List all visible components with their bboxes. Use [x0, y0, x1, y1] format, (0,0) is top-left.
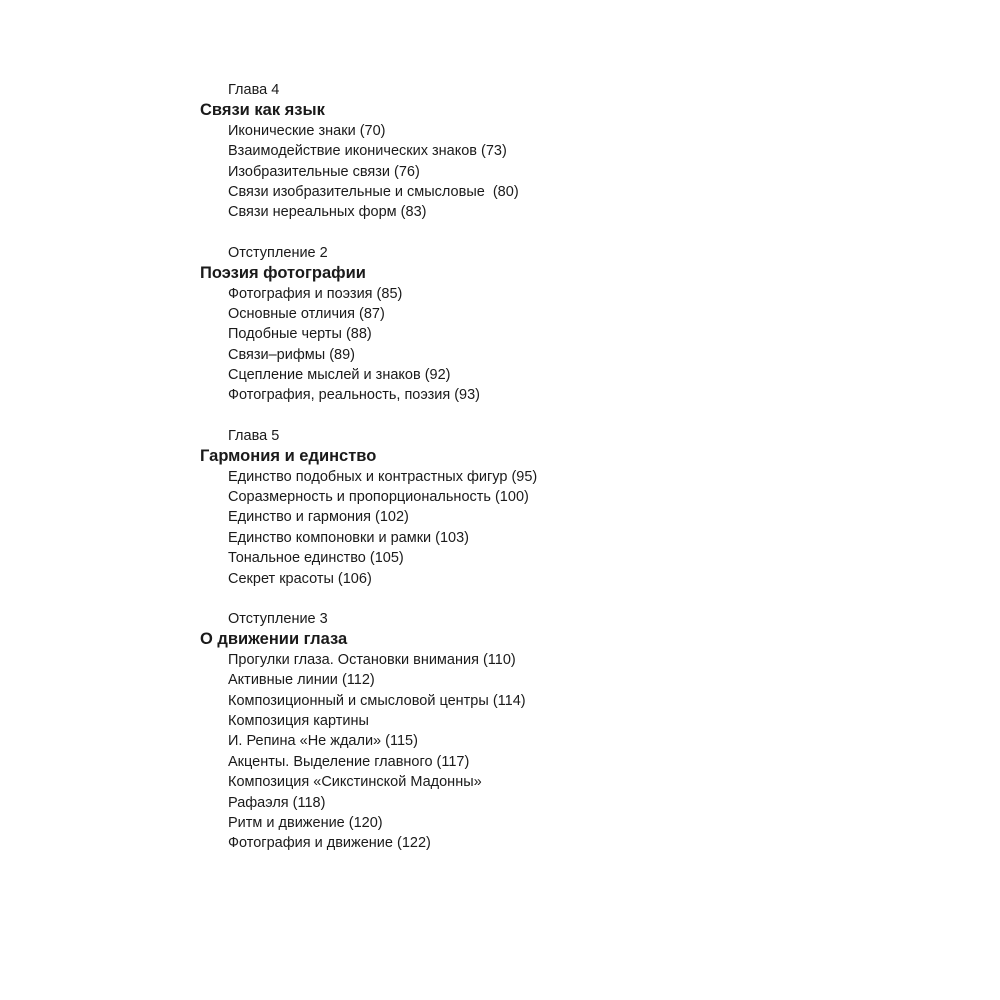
toc-entry: Тональное единство (105) — [228, 550, 404, 567]
toc-entry: Взаимодействие иконических знаков (73) — [228, 143, 507, 160]
toc-entry: Рафаэля (118) — [228, 794, 326, 811]
toc-entry: Единство и гармония (102) — [228, 509, 409, 526]
toc-entry: Композиционный и смысловой центры (114) — [228, 692, 526, 709]
entry-list — [200, 121, 820, 223]
section-title: Связи как язык — [200, 101, 325, 120]
toc-section — [200, 243, 820, 406]
toc-entry: Подобные черты (88) — [228, 326, 372, 343]
toc-entry: Фотография и движение (122) — [228, 835, 431, 852]
toc-entry: Композиция картины — [228, 712, 369, 729]
section-label: Глава 5 — [228, 427, 280, 444]
section-title: О движении глаза — [200, 630, 348, 649]
toc-entry: Акценты. Выделение главного (117) — [228, 753, 470, 770]
section-title: Поэзия фотографии — [200, 264, 366, 283]
toc-entry: Фотография, реальность, поэзия (93) — [228, 387, 481, 404]
toc-entry: Прогулки глаза. Остановки внимания (110) — [228, 651, 516, 668]
toc-entry: Ритм и движение (120) — [228, 814, 383, 831]
toc-entry: Основные отличия (87) — [228, 305, 385, 322]
toc-entry: И. Репина «Не ждали» (115) — [228, 733, 418, 750]
toc-entry: Изобразительные связи (76) — [228, 163, 420, 180]
toc-entry: Иконические знаки (70) — [228, 122, 386, 139]
section-label: Отступление 3 — [228, 610, 328, 627]
toc-entry: Сцепление мыслей и знаков (92) — [228, 367, 451, 384]
entry-list — [200, 467, 820, 589]
table-of-contents — [200, 80, 820, 874]
toc-entry: Композиция «Сикстинской Мадонны» — [228, 774, 482, 791]
toc-entry: Единство подобных и контрастных фигур (95) — [228, 468, 538, 485]
toc-entry: Секрет красоты (106) — [228, 570, 372, 587]
toc-entry: Единство компоновки и рамки (103) — [228, 529, 470, 546]
entry-list — [200, 650, 820, 854]
toc-entry: Соразмерность и пропорциональность (100) — [228, 489, 529, 506]
toc-entry: Фотография и поэзия (85) — [228, 285, 403, 302]
toc-entry: Связи–рифмы (89) — [228, 346, 355, 363]
toc-section — [200, 426, 820, 589]
toc-entry: Связи нереальных форм (83) — [228, 204, 427, 221]
toc-section — [200, 609, 820, 854]
section-title: Гармония и единство — [200, 447, 377, 466]
section-label: Отступление 2 — [228, 244, 328, 261]
toc-entry: Активные линии (112) — [228, 672, 375, 689]
entry-list — [200, 284, 820, 406]
toc-section — [200, 80, 820, 223]
section-label: Глава 4 — [228, 82, 280, 98]
toc-entry: Связи изобразительные и смысловые (80) — [228, 183, 519, 200]
